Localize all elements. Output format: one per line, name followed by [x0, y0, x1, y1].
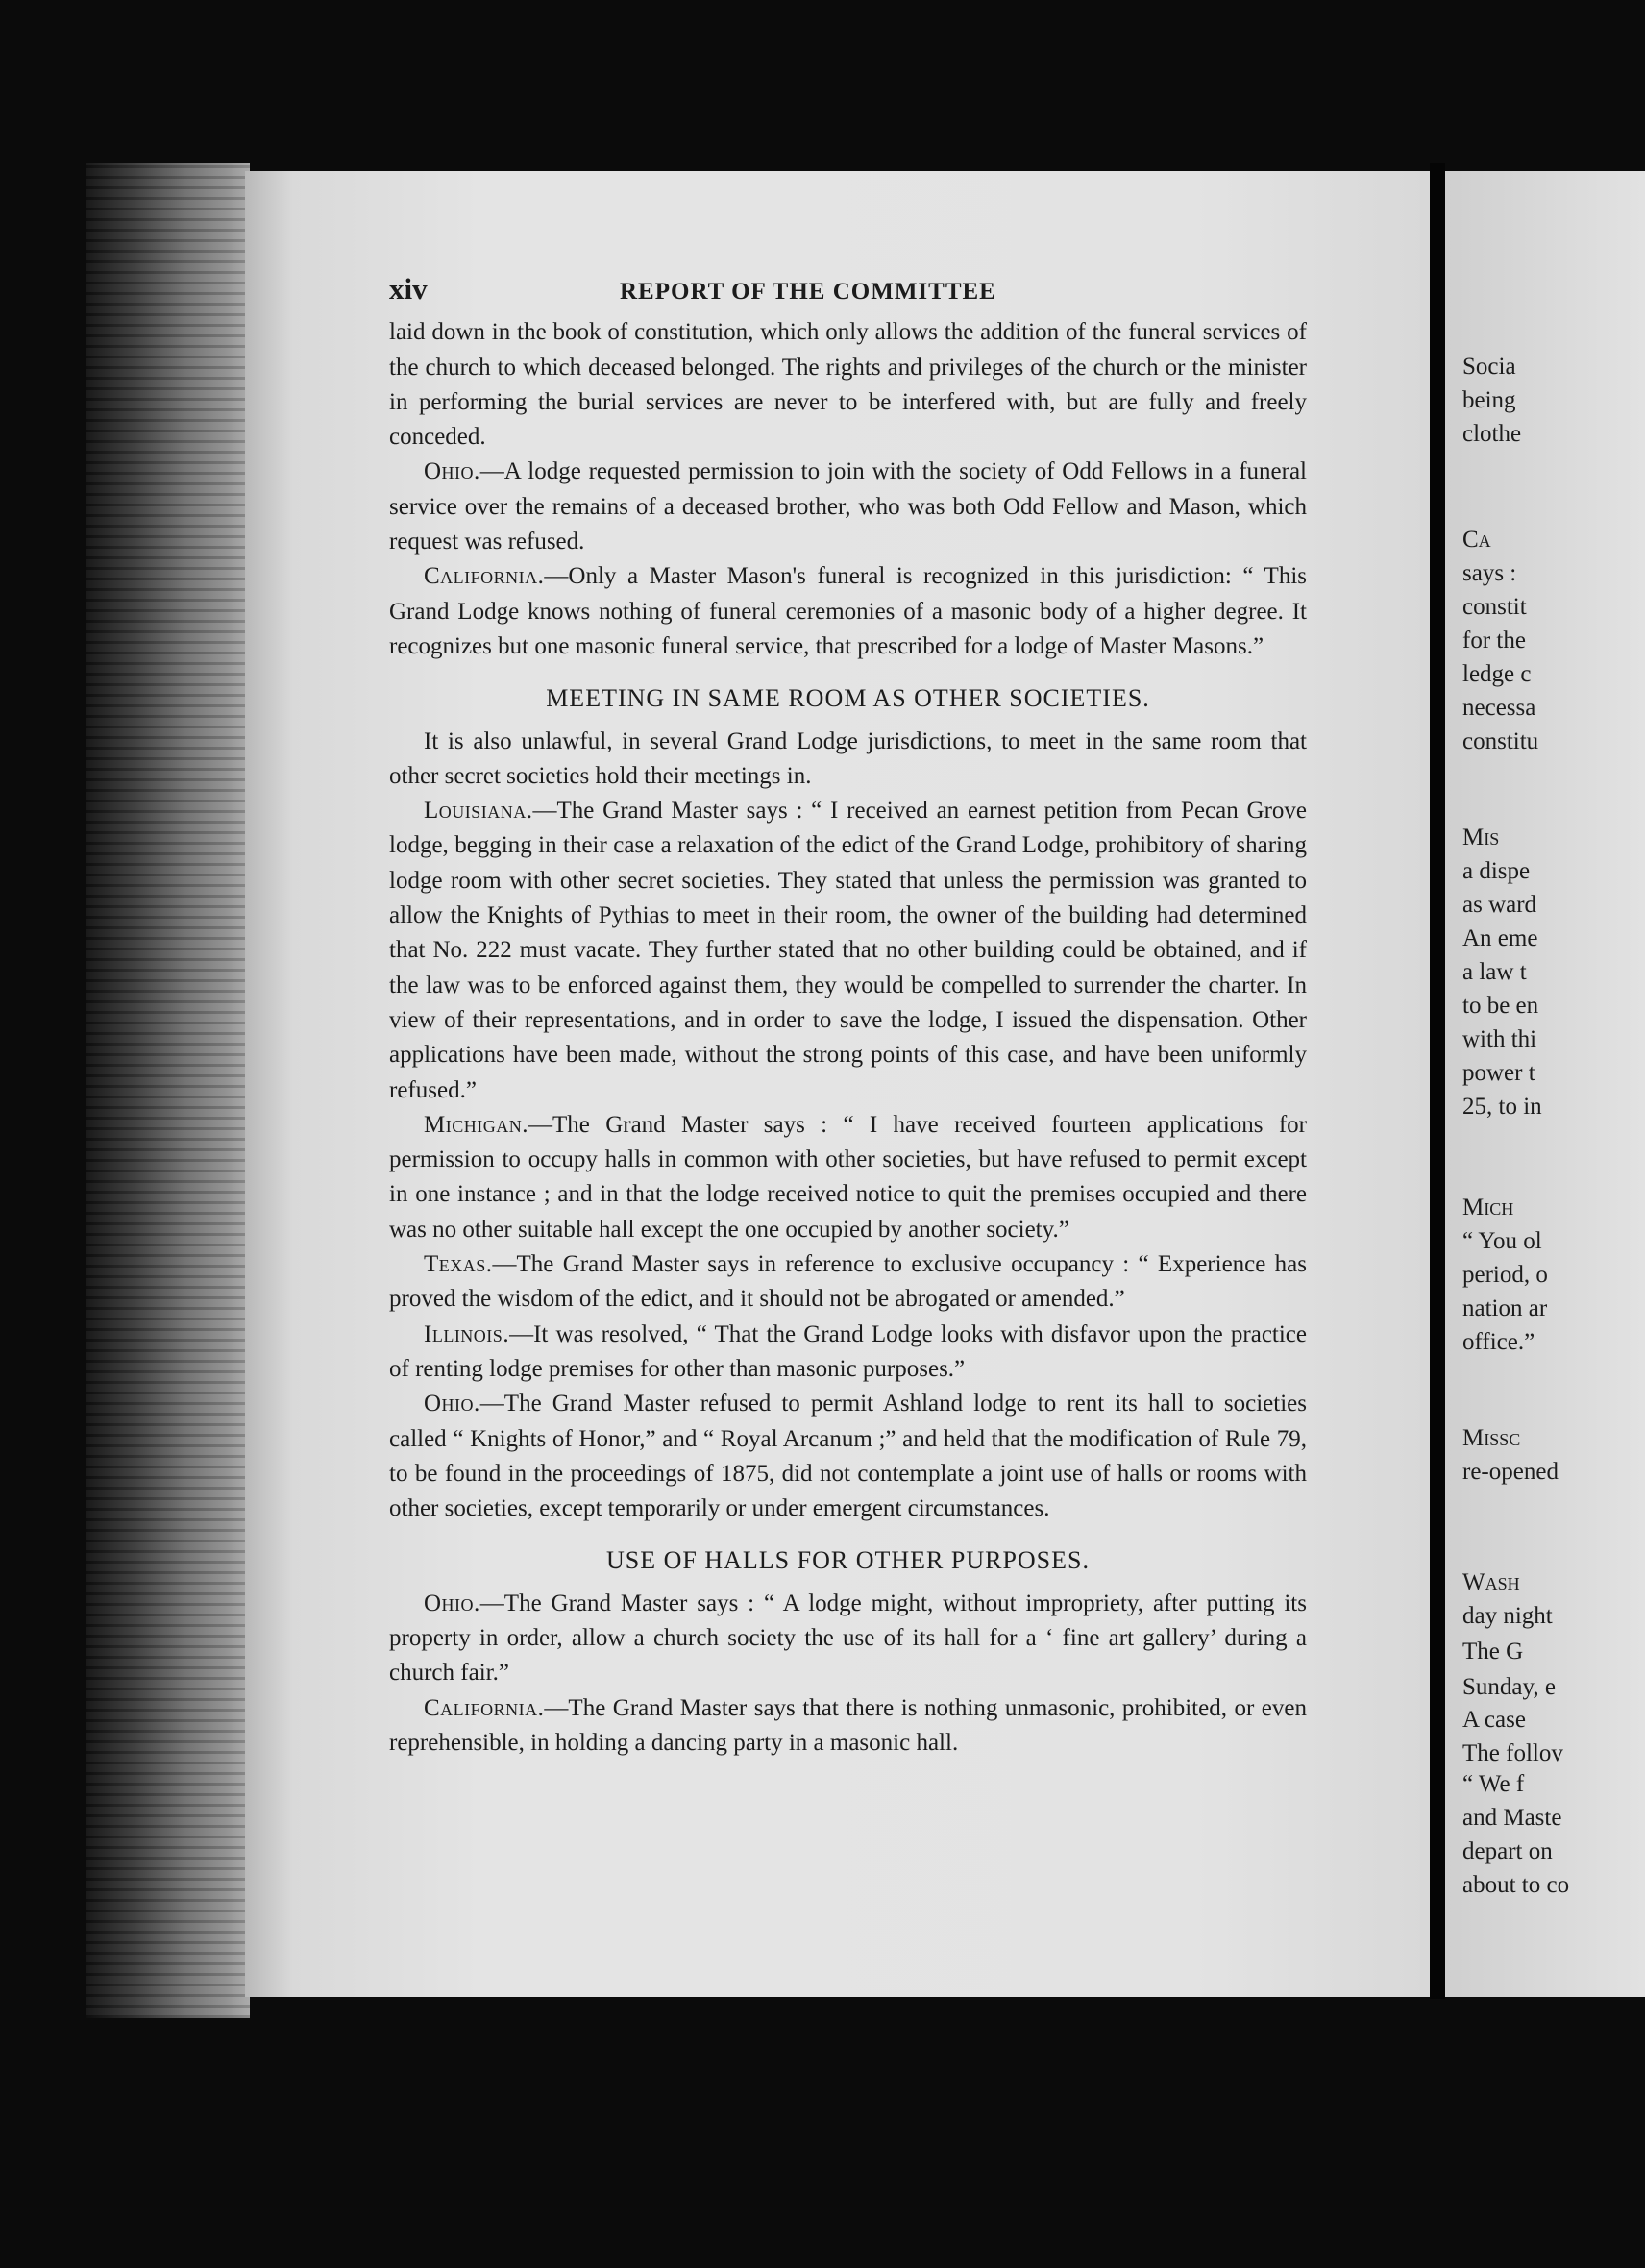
right-page-fragment: clothe [1462, 421, 1522, 447]
paragraph-text: —The Grand Master refused to permit Ashland lodge to rent its hall to societies called “ Knights of Honor,” and “ Royal Arcanum ;” and held that the modification of Rule 79, to be found in the proceedings of 1875, did not contemplate a joint use of halls or rooms with other societies, except temporarily or under emergent circumstances. [389, 1391, 1307, 1522]
page-header [389, 272, 1307, 309]
right-page-fragment: The follov [1462, 1740, 1563, 1766]
paragraph [389, 1691, 1307, 1762]
right-page-fragment: period, o [1462, 1262, 1548, 1288]
state-label: Texas. [424, 1251, 493, 1278]
section-use-of-halls-paragraphs [389, 1587, 1307, 1761]
paragraph [389, 794, 1307, 1108]
right-page-fragment: with thi [1462, 1026, 1537, 1052]
right-page-fragment: a dispe [1462, 858, 1531, 884]
right-page [1445, 171, 1645, 1997]
right-page-fragment: to be en [1462, 993, 1539, 1019]
section-heading-meeting: MEETING IN SAME ROOM AS OTHER SOCIETIES. [546, 684, 1150, 713]
right-page-fragment: day night [1462, 1603, 1553, 1629]
state-label: Illinois. [424, 1320, 510, 1347]
paragraph-text: —A lodge requested permission to join with the society of Odd Fellows in a funeral service over the remains of a deceased brother, who was both Odd Fellow and Mason, which request was refused. [389, 458, 1307, 555]
right-page-fragment: nation ar [1462, 1295, 1548, 1321]
right-page-fragment: for the [1462, 628, 1526, 653]
right-page-fragment: Mis [1462, 825, 1500, 850]
right-page-fragment: ledge c [1462, 661, 1532, 687]
right-page-fragment: Socia [1462, 354, 1516, 380]
right-page-fragment: Ca [1462, 527, 1491, 553]
right-page-fragment: re-opened [1462, 1459, 1559, 1485]
paragraph-text: —The Grand Master says : “ I received an earnest petition from Pecan Grove lodge, begging in their case a relaxation of the edict of the Grand Lodge, prohibitory of sharing lodge room with other secret societies. They stated that unless the permission was granted to allow the Knights of Pythias to meet in their room, the owner of the building had determined that No. 222 must vacate. They further stated that no other building could be obtained, and if the law was to be enforced against them, they would be compelled to surrender the charter. In view of their representations, and in order to save the lodge, I issued the dispensation. Other applications have been made, without the strong points of this case, and have been uniformly refused.” [389, 798, 1307, 1103]
right-page-fragment: Sunday, e [1462, 1674, 1556, 1700]
paragraph [389, 455, 1307, 559]
state-label: Ohio. [424, 458, 480, 485]
paragraph-text: —It was resolved, “ That the Grand Lodge looks with disfavor upon the practice of renting lodge premises for other than masonic purposes.” [389, 1320, 1307, 1382]
paragraph [389, 1318, 1307, 1388]
state-label: California. [424, 563, 545, 590]
page-number: xiv [389, 272, 428, 306]
page-edge-divider [1430, 163, 1445, 1999]
paragraph-text: —The Grand Master says that there is nothing unmasonic, prohibited, or even reprehensible, in holding a dancing party in a masonic hall. [389, 1694, 1307, 1756]
paragraph [389, 315, 1307, 455]
right-page-fragment: “ You ol [1462, 1228, 1542, 1254]
paragraph-text: —The Grand Master says : “ A lodge might, without impropriety, after putting its property in order, allow a church society the use of its hall for a ‘ fine art gallery’ during a church fair.” [389, 1590, 1307, 1687]
right-page-fragment: An eme [1462, 925, 1538, 951]
paragraph-text: —The Grand Master says in reference to exclusive occupancy : “ Experience has proved the wisdom of the edict, and it should not be abrogated or amended.” [389, 1251, 1307, 1313]
paragraph-text: —Only a Master Mason's funeral is recognized in this jurisdiction: “ This Grand Lodge knows nothing of funeral ceremonies of a masonic body of a higher degree. It recognizes but one masonic funeral service, that prescribed for a lodge of Master Masons.” [389, 563, 1307, 659]
intro-paragraphs [389, 315, 1307, 664]
right-page-fragment: as ward [1462, 892, 1537, 918]
state-label: California. [424, 1694, 545, 1721]
right-page-fragment: a law t [1462, 959, 1527, 985]
right-page-fragment: necessa [1462, 695, 1536, 721]
right-page-fragment: says : [1462, 560, 1517, 586]
book-binding-gutter [86, 163, 250, 2018]
right-page-fragment: Missc [1462, 1425, 1521, 1451]
paragraph [389, 725, 1307, 795]
state-label: Ohio. [424, 1391, 480, 1418]
section-heading-use-of-halls: USE OF HALLS FOR OTHER PURPOSES. [606, 1546, 1090, 1575]
right-page-fragment: The G [1462, 1639, 1524, 1664]
state-label: Michigan. [424, 1111, 528, 1138]
page-text-block [389, 272, 1307, 1761]
right-page-fragment: A case [1462, 1707, 1526, 1733]
state-label: Louisiana. [424, 798, 533, 825]
right-page-fragment: “ We f [1462, 1771, 1525, 1797]
paragraph [389, 559, 1307, 664]
right-page-fragment: and Maste [1462, 1805, 1562, 1831]
paragraph [389, 1387, 1307, 1526]
paragraph-text: It is also unlawful, in several Grand Lodge jurisdictions, to meet in the same room that other secret societies hold their meetings in. [389, 727, 1307, 789]
right-page-fragment: Mich [1462, 1195, 1514, 1220]
paragraph-text: laid down in the book of constitution, which only allows the addition of the funeral services of the church to which deceased belonged. The rights and privileges of the church or the minister in performing the burial services are never to be interfered with, but are fully and freely conceded. [389, 319, 1307, 451]
paragraph [389, 1108, 1307, 1247]
right-page-fragment: Wash [1462, 1569, 1520, 1595]
right-page-fragment: constitu [1462, 728, 1539, 754]
right-page-fragment: power t [1462, 1060, 1535, 1086]
paragraph-text: —The Grand Master says : “ I have received fourteen applications for permission to occupy halls in common with other societies, but have refused to permit except in one instance ; and in that the lodge received notice to quit the premises occupied and there was no other suitable hall except the one occupied by another society.” [389, 1111, 1307, 1243]
right-page-fragment: constit [1462, 594, 1527, 620]
right-page-fragment: about to co [1462, 1872, 1570, 1898]
right-page-fragment: depart on [1462, 1838, 1553, 1864]
section-meeting-paragraphs [389, 725, 1307, 1527]
right-page-fragment: being [1462, 387, 1516, 413]
paragraph [389, 1247, 1307, 1318]
paragraph [389, 1587, 1307, 1691]
running-head: REPORT OF THE COMMITTEE [620, 279, 996, 305]
right-page-fragment: office.” [1462, 1329, 1535, 1355]
right-page-fragment: 25, to in [1462, 1094, 1542, 1120]
state-label: Ohio. [424, 1590, 480, 1616]
